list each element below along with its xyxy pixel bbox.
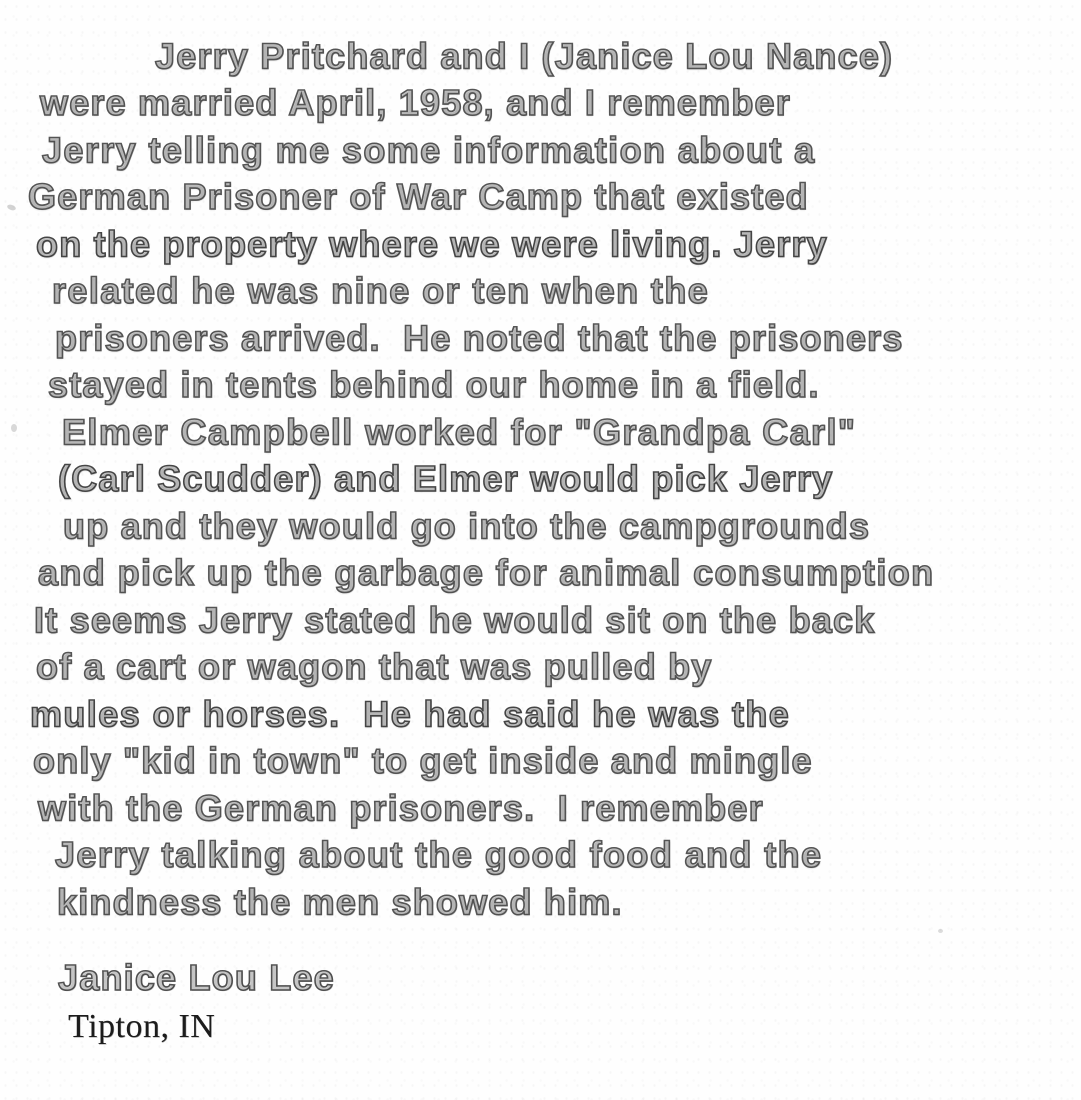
letter-line: Jerry Pritchard and I (Janice Lou Nance) xyxy=(155,35,894,77)
letter-line: Jerry telling me some information about a xyxy=(42,129,816,171)
letter-line: (Carl Scudder) and Elmer would pick Jerry xyxy=(58,458,834,499)
letter-line: of a cart or wagon that was pulled by xyxy=(36,646,713,687)
letter-line: related he was nine or ten when the xyxy=(52,270,710,311)
letter-line: on the property where we were living. Jerry xyxy=(36,223,828,265)
letter-line: kindness the men showed him. xyxy=(57,881,623,923)
signature-name: Janice Lou Lee xyxy=(58,957,335,998)
signature-location: Tipton, IN xyxy=(68,1008,216,1045)
letter-line: It seems Jerry stated he would sit on the back xyxy=(34,599,876,641)
letter-line: prisoners arrived. He noted that the prisoners xyxy=(55,317,904,359)
letter-line: mules or horses. He had said he was the xyxy=(30,693,791,735)
letter-line: up and they would go into the campgrounds xyxy=(63,505,871,547)
signature-block xyxy=(0,953,1081,1051)
letter-line: only "kid in town" to get inside and mingle xyxy=(33,740,813,781)
letter-line: stayed in tents behind our home in a field. xyxy=(48,364,820,405)
scan-noise-speck xyxy=(11,424,17,432)
letter-line: Elmer Campbell worked for "Grandpa Carl" xyxy=(62,411,857,453)
letter-line: and pick up the garbage for animal consumption xyxy=(38,552,935,593)
letter-line: Jerry talking about the good food and the xyxy=(55,834,823,875)
letter-line: were married April, 1958, and I remember xyxy=(40,82,791,123)
scan-noise-speck xyxy=(938,929,943,933)
letter-line: with the German prisoners. I remember xyxy=(38,787,764,829)
letter-line: German Prisoner of War Camp that existed xyxy=(28,176,809,217)
